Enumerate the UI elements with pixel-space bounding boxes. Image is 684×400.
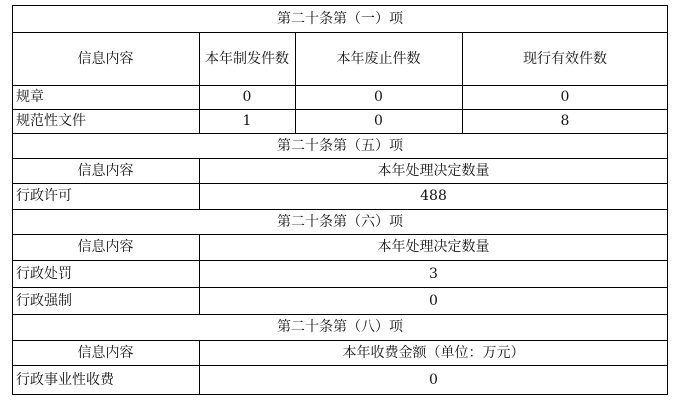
row-label: 规范性文件 <box>16 113 86 129</box>
abolished-count: 0 <box>374 113 383 129</box>
header-info-content: 信息内容 <box>77 344 134 361</box>
section-title: 第二十条第（一）项 <box>277 10 403 27</box>
decision-count: 488 <box>420 188 447 204</box>
row-label: 行政许可 <box>16 188 72 204</box>
abolished-count: 0 <box>374 89 383 105</box>
header-abolished: 本年废止件数 <box>336 50 421 67</box>
valid-count: 0 <box>560 89 570 105</box>
issued-count: 1 <box>242 113 252 129</box>
row-label: 规章 <box>16 89 44 105</box>
header-fee-amount: 本年收费金额（单位：万元） <box>342 344 525 361</box>
header-issued: 本年制发件数 <box>205 50 289 67</box>
row-label: 行政处罚 <box>16 265 72 282</box>
header-decision-count: 本年处理决定数量 <box>377 239 490 255</box>
header-info-content: 信息内容 <box>77 239 134 255</box>
section-title: 第二十条第（八）项 <box>277 319 403 335</box>
fee-amount: 0 <box>429 372 438 388</box>
header-info-content: 信息内容 <box>77 50 134 67</box>
issued-count: 0 <box>242 89 252 105</box>
decision-count: 3 <box>429 265 438 282</box>
section-title: 第二十条第（六）项 <box>277 213 403 230</box>
section-title: 第二十条第（五）项 <box>277 137 403 154</box>
row-label: 行政强制 <box>16 292 72 309</box>
valid-count: 8 <box>560 113 570 129</box>
header-decision-count: 本年处理决定数量 <box>377 162 490 179</box>
row-label: 行政事业性收费 <box>16 372 114 388</box>
header-valid: 现行有效件数 <box>523 50 607 67</box>
header-info-content: 信息内容 <box>77 162 134 179</box>
disclosure-table <box>12 5 668 395</box>
decision-count: 0 <box>429 292 438 309</box>
